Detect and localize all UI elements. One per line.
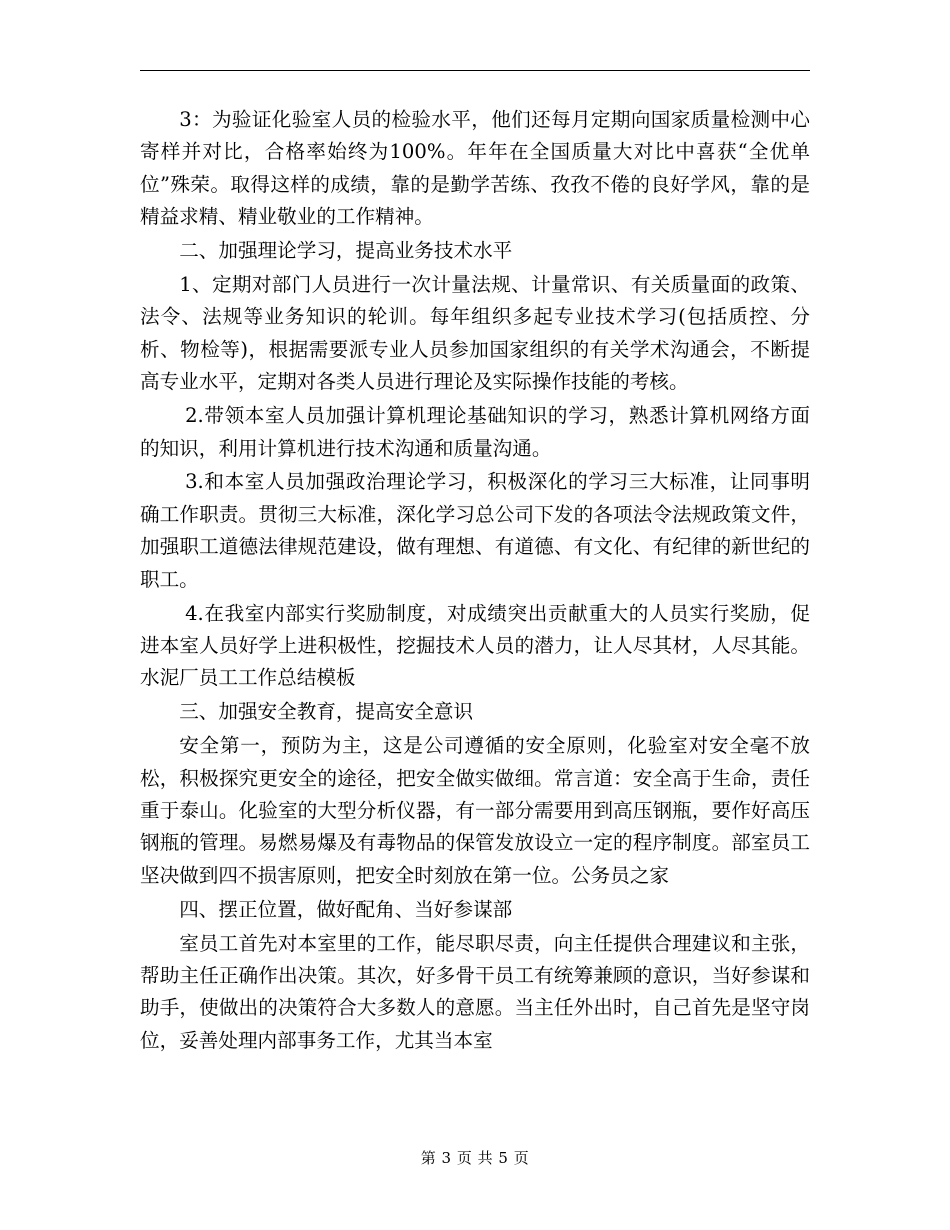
page-number: 第 3 页 共 5 页 [420, 1149, 530, 1167]
page-footer [0, 1148, 950, 1168]
paragraph-6: 安全第一，预防为主，这是公司遵循的安全原则，化验室对安全毫不放松，积极探究更安全的途径，把安全做实做细。常言道：安全高于生命，责任重于泰山。化验室的大型分析仪器，有一部分需要用到高压钢瓶，要作好高压钢瓶的管理。易燃易爆及有毒物品的保管发放设立一定的程序制度。部室员工坚决做到四不损害原则，把安全时刻放在第一位。公务员之家 [140, 734, 810, 887]
paragraph-3: 2.带领本室人员加强计算机理论基础知识的学习，熟悉计算机网络方面的知识，利用计算机进行技术沟通和质量沟通。 [140, 404, 810, 460]
paragraph-4: 3.和本室人员加强政治理论学习，积极深化的学习三大标准，让同事明确工作职责。贯彻三大标准，深化学习总公司下发的各项法令法规政策文件，加强职工道德法律规范建设，做有理想、有道德、有文化、有纪律的新世纪的职工。 [140, 470, 810, 591]
paragraph-7: 室员工首先对本室里的工作，能尽职尽责，向主任提供合理建议和主张，帮助主任正确作出决策。其次，好多骨干员工有统筹兼顾的意识，当好参谋和助手，使做出的决策符合大多数人的意愿。当主任外出时，自己首先是坚守岗位，妥善处理内部事务工作，尤其当本室 [140, 931, 810, 1052]
section-heading-2: 二、加强理论学习，提高业务技术水平 [179, 239, 513, 263]
paragraph-2: 1、定期对部门人员进行一次计量法规、计量常识、有关质量面的政策、法令、法规等业务知识的轮训。每年组织多起专业技术学习(包括质控、分析、物检等)，根据需要派专业人员参加国家组织的有关学术沟通会，不断提高专业水平，定期对各类人员进行理论及实际操作技能的考核。 [140, 273, 810, 394]
section-heading-3: 三、加强安全教育，提高安全意识 [179, 700, 474, 724]
document-body [140, 104, 810, 1057]
paragraph-1: 3：为验证化验室人员的检验水平，他们还每月定期向国家质量检测中心寄样并对比，合格率始终为100%。年年在全国质量大对比中喜获“全优单位”殊荣。取得这样的成绩，靠的是勤学苦练、孜孜不倦的良好学风，靠的是精益求精、精业敬业的工作精神。 [140, 108, 810, 229]
section-heading-4: 四、摆正位置，做好配角、当好参谋部 [179, 897, 513, 921]
paragraph-5: 4.在我室内部实行奖励制度，对成绩突出贡献重大的人员实行奖励，促进本室人员好学上进积极性，挖掘技术人员的潜力，让人尽其材，人尽其能。水泥厂员工工作总结模板 [140, 601, 810, 690]
header-rule [140, 70, 810, 71]
